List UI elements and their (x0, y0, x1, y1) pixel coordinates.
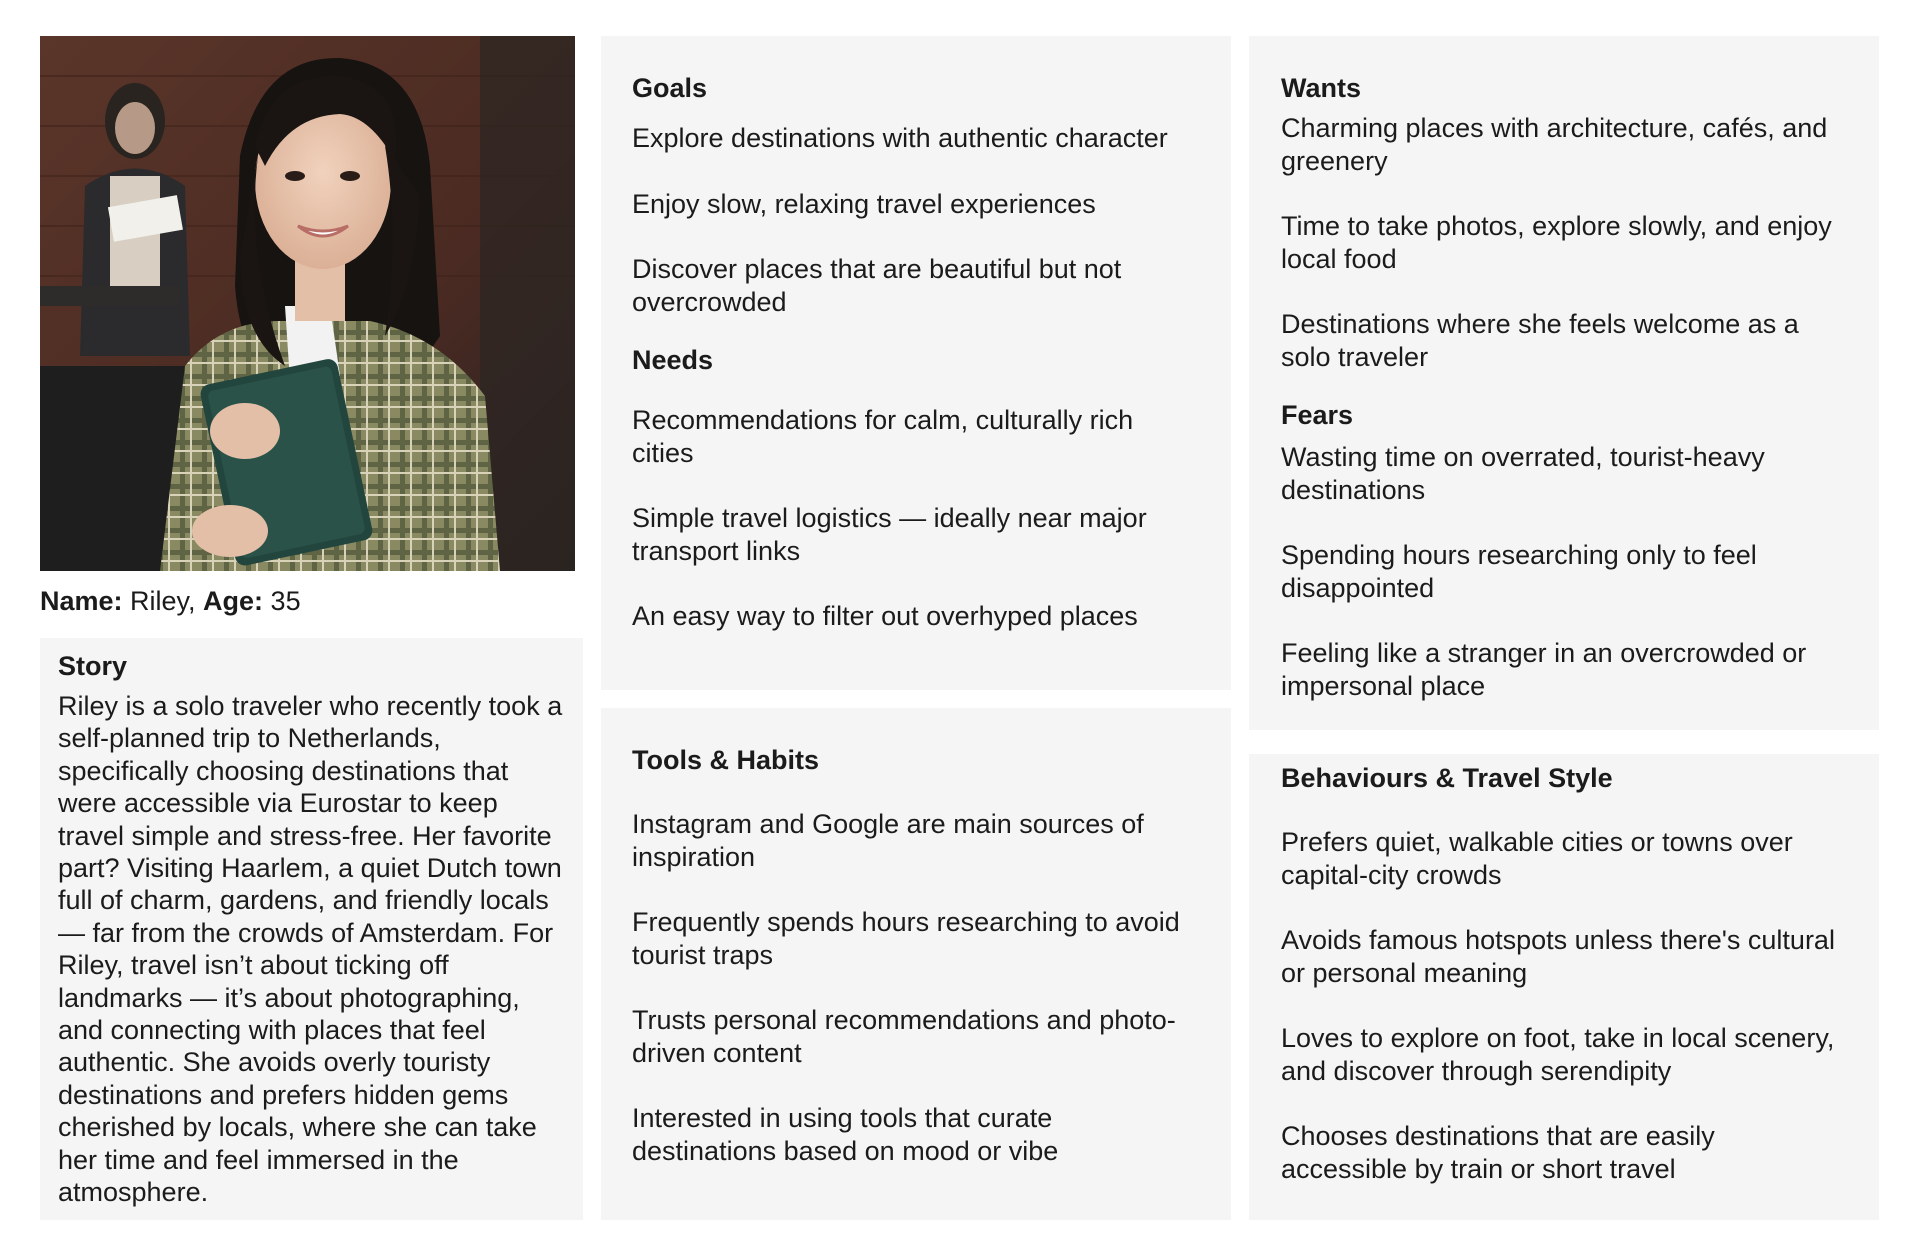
fear-item: Spending hours researching only to feel disappointed (1281, 540, 1757, 603)
age-value: 35 (263, 586, 301, 616)
behaviour-item: Avoids famous hotspots unless there's cultural or personal meaning (1281, 925, 1835, 988)
need-item: Recommendations for calm, culturally rich cities (632, 405, 1134, 468)
need-item: Simple travel logistics — ideally near major transport links (632, 503, 1147, 566)
story-heading: Story (58, 651, 128, 681)
wants-heading: Wants (1281, 73, 1361, 103)
want-item: Destinations where she feels welcome as a solo traveler (1281, 309, 1799, 372)
need-item: An easy way to filter out overhyped places (632, 601, 1138, 631)
fears-heading: Fears (1281, 400, 1354, 430)
behaviours-card (1249, 754, 1879, 1220)
goals-needs-card (601, 36, 1231, 690)
tools-item: Instagram and Google are main sources of inspiration (632, 809, 1144, 872)
name-value: Riley, (122, 586, 204, 616)
fear-item: Wasting time on overrated, tourist-heavy destinations (1281, 442, 1765, 505)
story-card (40, 638, 583, 1220)
tools-item: Interested in using tools that curate destinations based on mood or vibe (632, 1103, 1059, 1166)
tools-item: Frequently spends hours researching to avoid tourist traps (632, 907, 1180, 970)
age-label: Age: (203, 586, 264, 616)
wants-fears-card (1249, 36, 1879, 730)
want-item: Charming places with architecture, cafés, and greenery (1281, 113, 1828, 176)
behaviour-item: Prefers quiet, walkable cities or towns over capital-city crowds (1281, 827, 1793, 890)
want-item: Time to take photos, explore slowly, and enjoy local food (1281, 211, 1832, 274)
name-label: Name: (40, 586, 123, 616)
persona-name-age (40, 584, 301, 618)
behaviour-item: Loves to explore on foot, take in local scenery, and discover through serendipity (1281, 1023, 1835, 1086)
goal-item: Discover places that are beautiful but not overcrowded (632, 254, 1122, 317)
persona-photo (40, 36, 575, 571)
story-text: Riley is a solo traveler who recently took a self-planned trip to Netherlands, specifically choosing destinations that were accessible via Eurostar to keep travel simple and stress-free. Her favorite part? Visiting Haarlem, a quiet Dutch town full of charm, gardens, and friendly locals — far from the crowds of Amsterdam. For Riley, travel isn’t about ticking off landmarks — it’s about photographing, and connecting with places that feel authentic. She avoids overly touristy destinations and prefers hidden gems cherished by locals, where she can take her time and feel immersed in the atmosphere. (58, 691, 563, 1208)
goals-heading: Goals (632, 73, 708, 103)
tools-habits-card (601, 708, 1231, 1220)
behaviour-item: Chooses destinations that are easily accessible by train or short travel (1281, 1121, 1715, 1184)
tools-item: Trusts personal recommendations and photo-driven content (632, 1005, 1176, 1068)
behaviours-heading: Behaviours & Travel Style (1281, 763, 1613, 793)
fear-item: Feeling like a stranger in an overcrowded or impersonal place (1281, 638, 1807, 701)
needs-heading: Needs (632, 345, 714, 375)
goal-item: Enjoy slow, relaxing travel experiences (632, 188, 1096, 219)
tools-heading: Tools & Habits (632, 745, 820, 775)
goal-item: Explore destinations with authentic character (632, 123, 1168, 153)
